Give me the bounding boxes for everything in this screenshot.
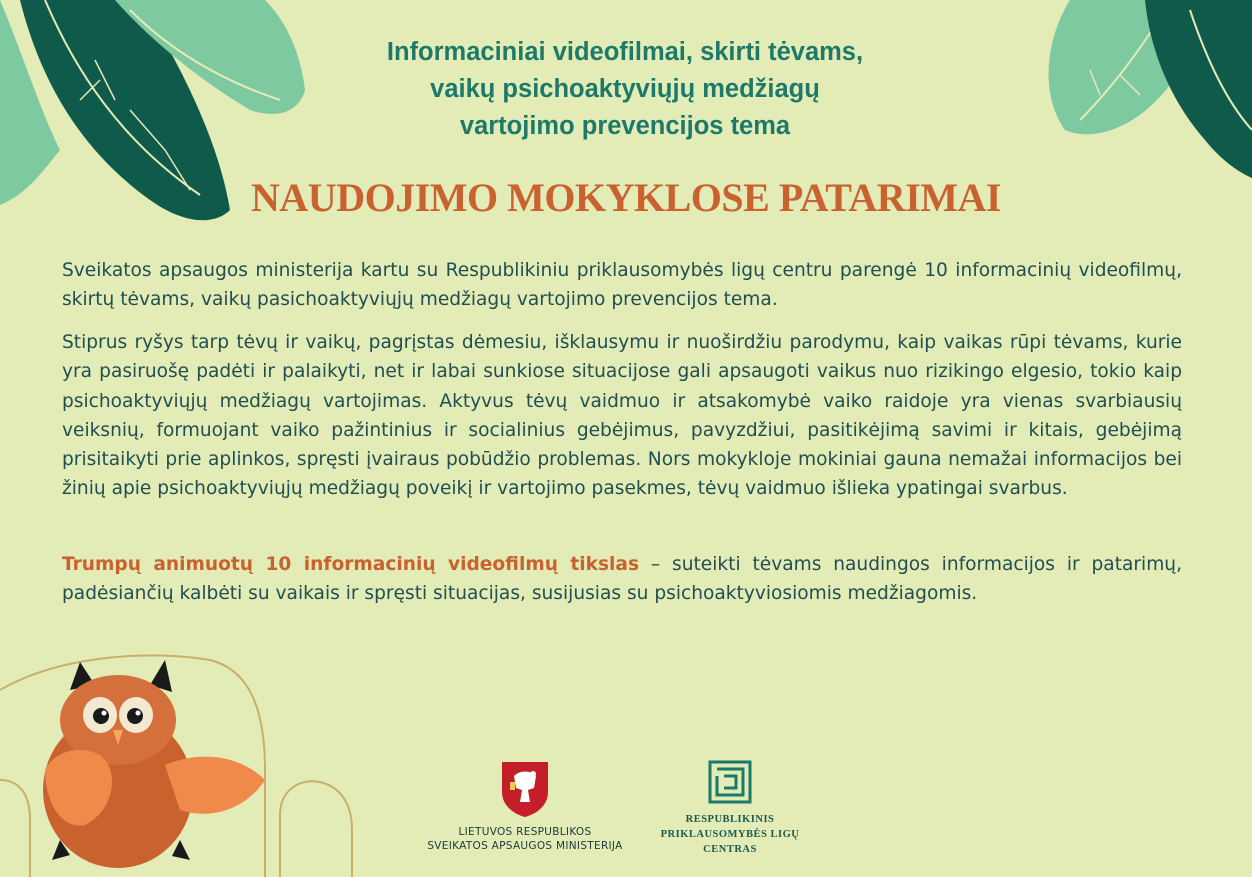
coat-of-arms-icon (500, 760, 550, 818)
subtitle (300, 34, 950, 145)
paragraph-main: Stiprus ryšys tarp tėvų ir vaikų, pagrįstas dėmesiu, išklausymu ir nuoširdžiu parodymu, kaip vaikas rūpi tėvams, kurie yra pasiruošę padėti ir palaikyti, net ir labai sunkiose situacijose gali apsaugoti vaikus nuo rizikingo elgesio, tokio kaip psichoaktyviųjų medžiagų vartojimas. Aktyvus tėvų vaidmuo ir atsakomybė vaiko raidoje yra vienas svarbiausių veiksnių, formuojant vaiko pažintinius ir socialinius gebėjimus, pavyzdžiui, pasitikėjimą savimi ir kitais, gebėjimą prisitaikyti prie aplinkos, spręsti įvairaus pobūdžio problemas. Nors mokykloje mokiniai gauna nemažai informacijos bei žinių apie psichoaktyviųjų medžiagų poveikį ir vartojimo pasekmes, tėvų vaidmuo išlieka ypatingai svarbus. (62, 332, 1182, 500)
ministry-line-2: SVEIKATOS APSAUGOS MINISTERIJA (427, 839, 623, 852)
ministry-caption (400, 826, 650, 853)
subtitle-line-2: vaikų psichoaktyviųjų medžiagų (430, 75, 820, 103)
subtitle-line-3: vartojimo prevencijos tema (459, 112, 791, 140)
subtitle-line-1: Informaciniai videofilmai, skirti tėvams, (386, 38, 864, 66)
leaves-top-right (1040, 0, 1252, 180)
paragraph-intro: Sveikatos apsaugos ministerija kartu su Respublikiniu priklausomybės ligų centru parengė 10 informacinių videofilmų, skirtų tėvams, vaikų pasichoaktyviųjų medžiagų vartojimo prevencijos tema. (62, 260, 1182, 311)
centre-caption (650, 812, 810, 857)
centre-line-1: RESPUBLIKINIS (685, 814, 775, 825)
owl-illustration (0, 650, 360, 877)
centre-line-2: PRIKLAUSOMYBĖS LIGŲ (660, 829, 800, 840)
goal-highlight: Trumpų animuotų 10 informacinių videofilmų tikslas (62, 554, 640, 575)
centre-line-3: CENTRAS (703, 844, 757, 855)
maze-square-icon (708, 760, 752, 804)
page-title: NAUDOJIMO MOKYKLOSE PATARIMAI (251, 175, 1001, 220)
goal-text: – suteikti tėvams naudingos informacijos ir patarimų, padėsiančių kalbėti su vaikais ir spręsti situacijas, susijusias su psichoaktyviosiomis medžiagomis. (62, 554, 1182, 605)
paragraph-goal (62, 550, 1182, 609)
ministry-line-1: LIETUVOS RESPUBLIKOS (458, 826, 592, 838)
